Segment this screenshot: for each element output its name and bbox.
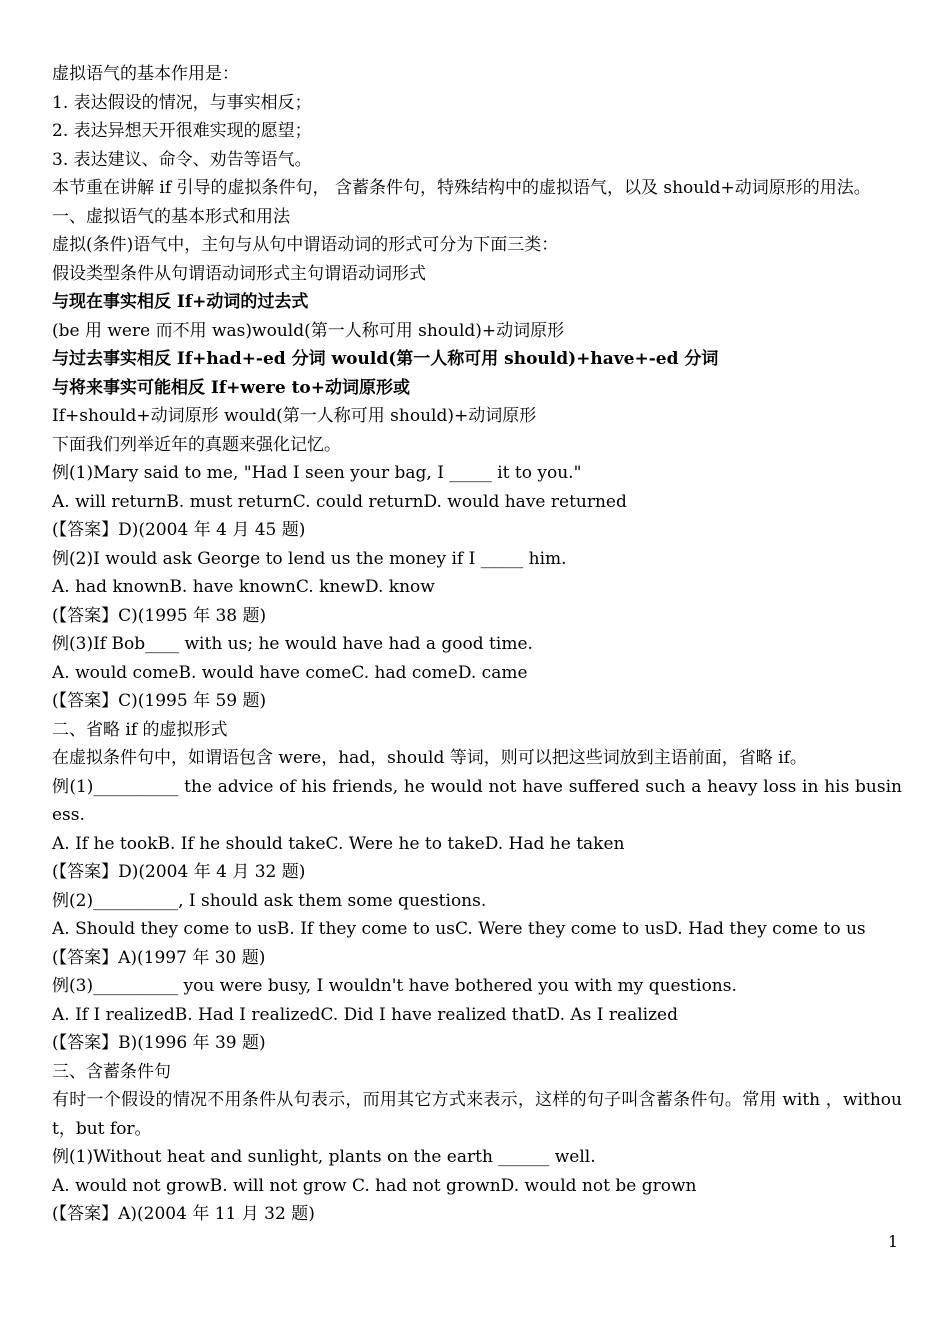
- text-line: 例(2)I would ask George to lend us the money if I _____ him.: [52, 548, 567, 569]
- text-line: A. would not growB. will not grow C. had not grownD. would not be grown: [52, 1175, 697, 1196]
- text-line: (【答案】D)(2004 年 4 月 32 题): [52, 862, 306, 882]
- text-line: 虚拟(条件)语气中，主句与从句中谓语动词的形式可分为下面三类：: [52, 235, 559, 255]
- text-line: A. will returnB. must returnC. could returnD. would have returned: [52, 491, 627, 512]
- text-line: A. had knownB. have knownC. knewD. know: [52, 577, 435, 597]
- text-line: 例(1)Without heat and sunlight, plants on the earth ______ well.: [52, 1147, 596, 1167]
- text-line: 三、含蓄条件句: [52, 1061, 171, 1082]
- text-line: 有时一个假设的情况不用条件从句表示，而用其它方式来表示，这样的句子叫含蓄条件句。常用 with ，without，but for。: [52, 1090, 902, 1139]
- text-line: 一、虚拟语气的基本形式和用法: [52, 206, 290, 227]
- page-number: 1: [887, 1232, 898, 1251]
- text-line: 例(3)__________ you were busy, I wouldn't have bothered you with my questions.: [52, 976, 737, 996]
- text-line: A. If I realizedB. Had I realizedC. Did I have realized thatD. As I realized: [52, 1004, 679, 1025]
- text-line: (【答案】D)(2004 年 4 月 45 题): [52, 520, 306, 540]
- text-line: 2. 表达异想天开很难实现的愿望；: [52, 121, 312, 141]
- text-line: 3. 表达建议、命令、劝告等语气。: [52, 149, 312, 170]
- text-line: 例(1)Mary said to me, "Had I seen your bag, I _____ it to you.": [52, 463, 582, 483]
- text-line: 与过去事实相反 If+had+-ed 分词 would(第一人称可用 should)+have+-ed 分词: [52, 349, 719, 369]
- text-line: (【答案】A)(2004 年 11 月 32 题): [52, 1204, 315, 1224]
- text-line: 例(2)__________, I should ask them some questions.: [52, 890, 487, 911]
- text-line: 与将来事实可能相反 If+were to+动词原形或: [52, 377, 411, 398]
- text-line: (【答案】A)(1997 年 30 题): [52, 947, 266, 968]
- text-line: 假设类型条件从句谓语动词形式主句谓语动词形式: [52, 263, 426, 284]
- text-line: (【答案】B)(1996 年 39 题): [52, 1033, 266, 1053]
- text-line: If+should+动词原形 would(第一人称可用 should)+动词原形: [52, 406, 537, 426]
- text-line: 虚拟语气的基本作用是：: [52, 64, 239, 84]
- text-line: (【答案】C)(1995 年 38 题): [52, 605, 267, 626]
- document-body: [52, 60, 902, 1229]
- text-line: 本节重在讲解 if 引导的虚拟条件句， 含蓄条件句，特殊结构中的虚拟语气，以及 should+动词原形的用法。: [52, 178, 871, 198]
- text-line: (be 用 were 而不用 was)would(第一人称可用 should)+动词原形: [52, 320, 565, 341]
- text-line: A. would comeB. would have comeC. had comeD. came: [52, 662, 528, 683]
- text-line: (【答案】C)(1995 年 59 题): [52, 691, 267, 711]
- text-line: 二、省略 if 的虚拟形式: [52, 719, 228, 740]
- text-line: 下面我们列举近年的真题来强化记忆。: [52, 434, 341, 455]
- text-line: A. If he tookB. If he should takeC. Were he to takeD. Had he taken: [52, 833, 625, 854]
- text-line: A. Should they come to usB. If they come to usC. Were they come to usD. Had they come to us: [52, 919, 866, 939]
- text-line: 例(1)__________ the advice of his friends, he would not have suffered such a heavy loss in his business.: [52, 776, 902, 825]
- text-line: 1. 表达假设的情况，与事实相反；: [52, 92, 312, 113]
- text-line: 与现在事实相反 If+动词的过去式: [52, 292, 309, 312]
- text-line: 例(3)If Bob____ with us; he would have had a good time.: [52, 634, 533, 654]
- text-line: 在虚拟条件句中，如谓语包含 were，had，should 等词，则可以把这些词放到主语前面，省略 if。: [52, 748, 807, 768]
